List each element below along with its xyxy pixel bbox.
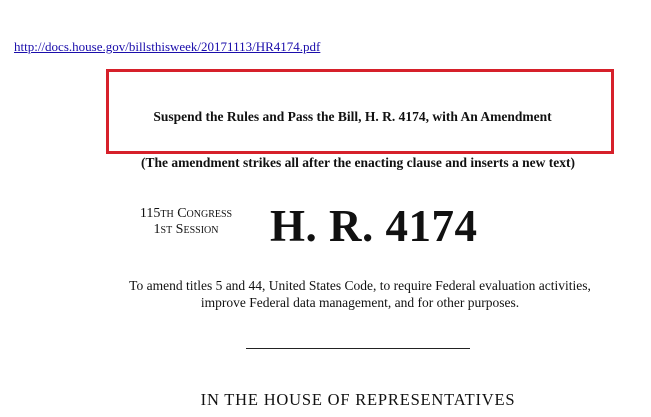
congress-session-block	[112, 206, 260, 238]
bill-number: H. R. 4174	[270, 201, 478, 251]
amendment-note: (The amendment strikes all after the enacting clause and inserts a new text)	[141, 155, 575, 170]
congress-line: 115th Congress	[139, 206, 233, 221]
session-line: 1st Session	[153, 222, 219, 237]
chamber-heading: IN THE HOUSE OF REPRESENTATIVES	[200, 390, 516, 409]
divider-line	[246, 348, 470, 349]
source-pdf-link[interactable]: http://docs.house.gov/billsthisweek/20171113/HR4174.pdf	[14, 39, 321, 54]
rules-title: Suspend the Rules and Pass the Bill, H. R. 4174, with An Amendment	[153, 109, 552, 124]
bill-purpose: To amend titles 5 and 44, United States Code, to require Federal evaluation activities, improve Federal data management, and for other purposes.	[129, 278, 591, 310]
